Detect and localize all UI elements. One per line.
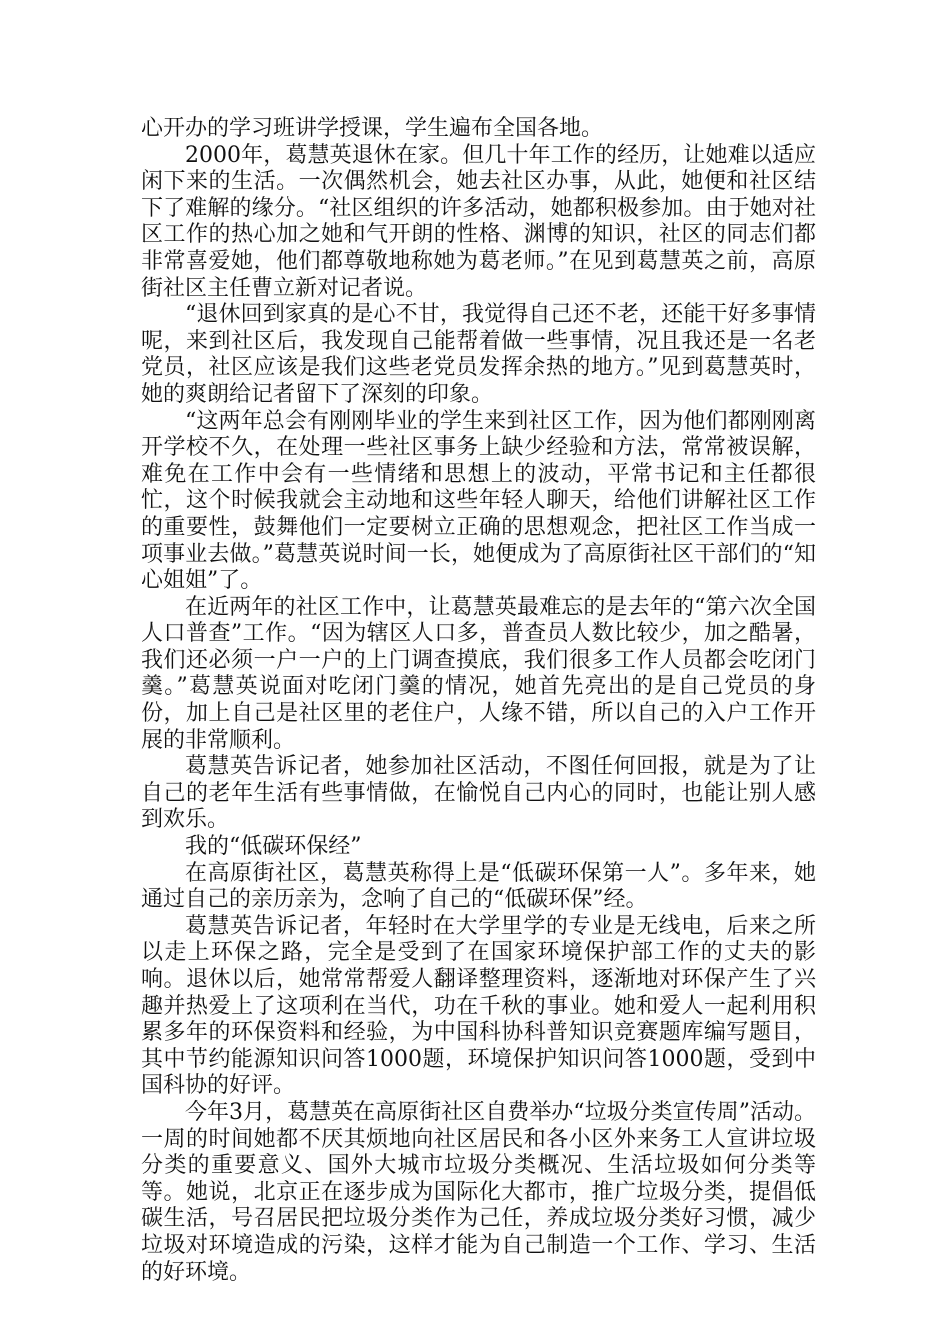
paragraph-no-reward: 葛慧英告诉记者，她参加社区活动，不图任何回报，就是为了让自己的老年生活有些事情做，在愉悦自己内心的同时，也能让别人感到欢乐。 (141, 754, 816, 833)
paragraph-environment-career: 葛慧英告诉记者，年轻时在大学里学的专业是无线电，后来之所以走上环保之路，完全是受到了在国家环境保护部工作的丈夫的影响。退休以后，她常常帮爱人翻译整理资料，逐渐地对环保产生了兴趣并热爱上了这项利在当代，功在千秋的事业。她和爱人一起利用积累多年的环保资料和经验，为中国科协科普知识竞赛题库编写题目，其中节约能源知识问答1000题，环境保护知识问答1000题，受到中国科协的好评。 (141, 913, 816, 1099)
paragraph-continued: 心开办的学习班讲学授课，学生遍布全国各地。 (141, 116, 604, 141)
section-heading-low-carbon: 我的“低碳环保经” (185, 834, 362, 860)
article-body (141, 116, 816, 1286)
paragraph-quote-retirement: “退休回到家真的是心不甘，我觉得自己还不老，还能干好多事情呢，来到社区后，我发现自己能帮着做一些事情，况且我还是一名老党员，社区应该是我们这些老党员发挥余热的地方。”见到葛慧英时，她的爽朗给记者留下了深刻的印象。 (141, 302, 816, 407)
paragraph-census: 在近两年的社区工作中，让葛慧英最难忘的是去年的“第六次全国人口普查”工作。“因为辖区人口多，普查员人数比较少，加之酷暑，我们还必须一户一户的上门调查摸底，我们很多工作人员都会吃闭门羹。”葛慧英说面对吃闭门羹的情况，她首先亮出的是自己党员的身份，加上自己是社区里的老住户，人缘不错，所以自己的入户工作开展的非常顺利。 (141, 594, 816, 753)
paragraph-young-staff: “这两年总会有刚刚毕业的学生来到社区工作，因为他们都刚刚离开学校不久，在处理一些社区事务上缺少经验和方法，常常被误解，难免在工作中会有一些情绪和思想上的波动，平常书记和主任都很忙，这个时候我就会主动地和这些年轻人聊天，给他们讲解社区工作的重要性，鼓舞他们一定要树立正确的思想观念，把社区工作当成一项事业去做。”葛慧英说时间一长，她便成为了高原街社区干部们的“知心姐姐”了。 (141, 408, 816, 594)
paragraph-low-carbon-intro: 在高原街社区，葛慧英称得上是“低碳环保第一人”。多年来，她通过自己的亲历亲为，念响了自己的“低碳环保”经。 (141, 860, 816, 913)
paragraph-garbage-week: 今年3月，葛慧英在高原街社区自费举办“垃圾分类宣传周”活动。一周的时间她都不厌其烦地向社区居民和各小区外来务工人宣讲垃圾分类的重要意义、国外大城市垃圾分类概况、生活垃圾如何分类等等。她说，北京正在逐步成为国际化大都市，推广垃圾分类，提倡低碳生活，号召居民把垃圾分类作为己任，养成垃圾分类好习惯，减少垃圾对环境造成的污染，这样才能为自己制造一个工作、学习、生活的好环境。 (141, 1099, 816, 1285)
paragraph-retirement: 2000年，葛慧英退休在家。但几十年工作的经历，让她难以适应闲下来的生活。一次偶然机会，她去社区办事，从此，她便和社区结下了难解的缘分。“社区组织的许多活动，她都积极参加。由于她对社区工作的热心加之她和气开朗的性格、渊博的知识，社区的同志们都非常喜爱她，他们都尊敬地称她为葛老师。”在见到葛慧英之前，高原街社区主任曹立新对记者说。 (141, 142, 816, 301)
